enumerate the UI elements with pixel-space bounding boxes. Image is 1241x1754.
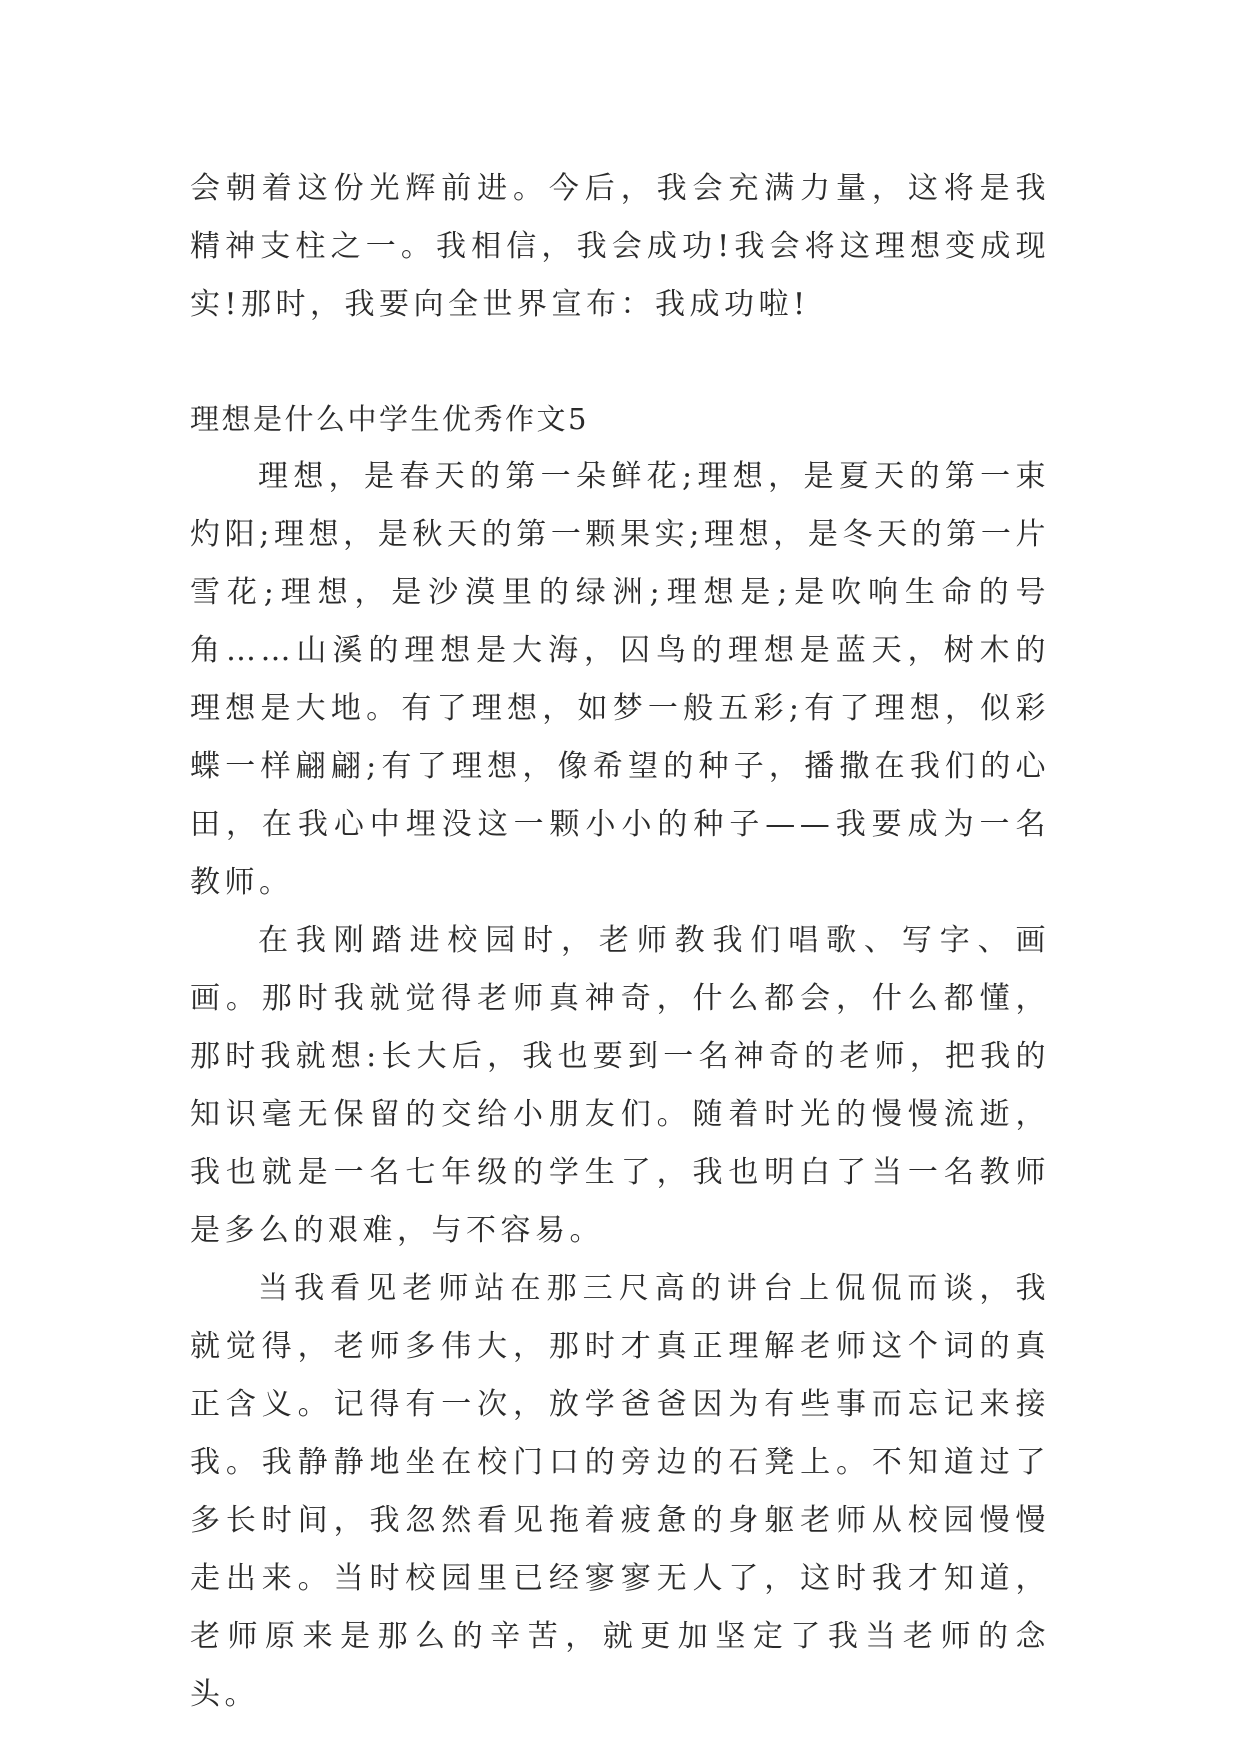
intro-paragraph: 会朝着这份光辉前进。今后，我会充满力量，这将是我精神支柱之一。我相信，我会成功!我会将这理想变成现实!那时，我要向全世界宣布：我成功啦! [190, 171, 1050, 322]
body-paragraph-2: 在我刚踏进校园时，老师教我们唱歌、写字、画画。那时我就觉得老师真神奇，什么都会，什么都懂，那时我就想:长大后，我也要到一名神奇的老师，把我的知识毫无保留的交给小朋友们。随着时光的慢慢流逝，我也就是一名七年级的学生了，我也明白了当一名教师是多么的艰难，与不容易。 [190, 923, 1050, 1248]
essay-title: 理想是什么中学生优秀作文5 [190, 402, 589, 436]
body-paragraph-3: 当我看见老师站在那三尺高的讲台上侃侃而谈，我就觉得，老师多伟大，那时才真正理解老师这个词的真正含义。记得有一次，放学爸爸因为有些事而忘记来接我。我静静地坐在校门口的旁边的石凳上。不知道过了多长时间，我忽然看见拖着疲惫的身躯老师从校园慢慢走出来。当时校园里已经寥寥无人了，这时我才知道，老师原来是那么的辛苦，就更加坚定了我当老师的念头。 [190, 1271, 1050, 1712]
body-paragraph-1: 理想，是春天的第一朵鲜花;理想，是夏天的第一束灼阳;理想，是秋天的第一颗果实;理想，是冬天的第一片雪花;理想，是沙漠里的绿洲;理想是;是吹响生命的号角……山溪的理想是大海，囚鸟的理想是蓝天，树木的理想是大地。有了理想，如梦一般五彩;有了理想，似彩蝶一样翩翩;有了理想，像希望的种子，播撒在我们的心田，在我心中埋没这一颗小小的种子——我要成为一名教师。 [190, 459, 1050, 900]
document-body [190, 160, 1050, 1724]
